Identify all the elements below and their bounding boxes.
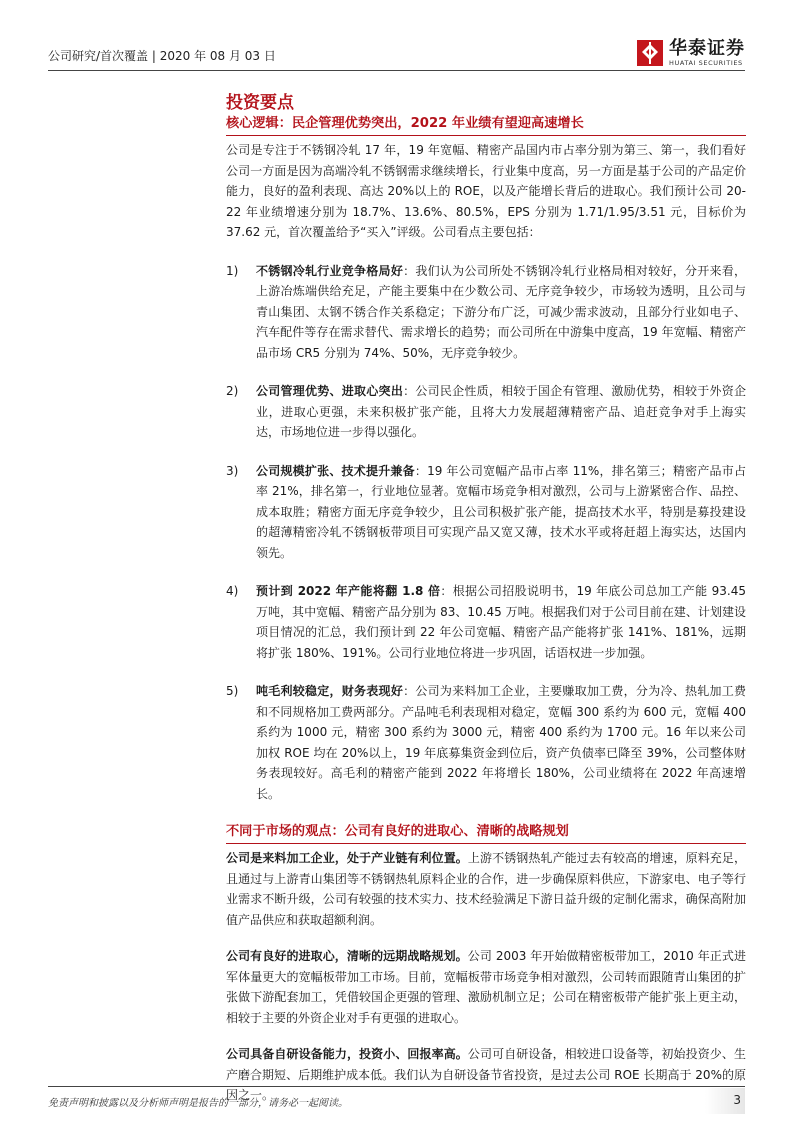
core-logic-heading: 核心逻辑：民企管理优势突出，2022 年业绩有望迎高速增长: [226, 114, 746, 136]
paragraph-text: 公司可自研设备，相较进口设备等，初始投资少、生产磨合期短、后期维护成本低。我们认为自研设备节省投资，是过去公司 ROE 长期高于 20%的原因之一。: [226, 1047, 746, 1102]
logo-english-name: HUATAI SECURITIES: [669, 58, 743, 67]
list-item-text: ：公司为来料加工企业，主要赚取加工费，分为冷、热轧加工费和不同规格加工费两部分。产品吨毛利表现相对稳定，宽幅 300 系约为 600 元，宽幅 400 系约为 1000 元，精密 300 系约为 3000 元，精密 400 系约为 1700 元。16 年以来公司加权 ROE 均在 20%以上，19 年底募集资金到位后，资产负债率已降至 39%，公司整体财务表现较好。高毛利的精密产能到 2022 年将增长 180%，公司业绩将在 2022 年高速增长。: [256, 684, 746, 801]
header-divider: [48, 70, 745, 71]
header-breadcrumb: 公司研究/首次覆盖 | 2020 年 08 月 03 日: [48, 49, 276, 63]
brand-logo: [637, 38, 745, 68]
list-item-number: 4): [226, 584, 239, 598]
logo-chinese-name: 华泰证券: [669, 37, 745, 59]
paragraph-heading: 公司有良好的进取心，清晰的远期战略规划。: [226, 949, 468, 963]
list-item-number: 3): [226, 463, 239, 478]
list-item-number: 1): [226, 263, 239, 278]
list-item-heading: 吨毛利较稳定，财务表现好: [256, 684, 404, 698]
paragraph-text: 公司 2003 年开始做精密板带加工，2010 年正式进军体量更大的宽幅板带加工市场。目前，宽幅板带市场竞争相对激烈，公司转而跟随青山集团的扩张做下游配套加工，凭借较国企更强的管理、激励机制立足；公司在精密板带产能扩张上更主动，相较于主要的外资企业对手有更强的进取心。: [226, 949, 746, 1025]
page-title: 投资要点: [226, 93, 294, 113]
list-item-text: ：19 年公司宽幅产品市占率 11%，排名第三；精密产品市占率 21%，排名第一，行业地位显著。宽幅市场竞争相对激烈，公司与上游紧密合作、品控、成本取胜；精密方面无序竞争较少，且公司积极扩张产能，提高技术水平，特别是募投建设的超薄精密冷轧不锈钢板带项目可实现产品又宽又薄，技术水平或将赶超上海实达，达国内领先。: [256, 463, 746, 560]
huatai-logo-icon: [637, 40, 663, 66]
list-item-number: 2): [226, 384, 239, 398]
list-item-text: ：我们认为公司所处不锈钢冷轧行业格局相对较好，分开来看，上游冶炼端供给充足，产能主要集中在少数公司、无序竞争较少，市场较为透明，且公司与青山集团、太钢不锈合作关系稳定；下游分布广泛，可减少需求波动，且部分行业如电子、汽车配件等存在需求替代、需求增长的趋势；而公司所在中游集中度高，19 年宽幅、精密产品市场 CR5 分别为 74%、50%，无序竞争较少。: [256, 263, 746, 360]
list-item: [226, 261, 746, 364]
list-item-text: ：公司民企性质，相较于国企有管理、激励优势，相较于外资企业，进取心更强，未来积极扩张产能，且将大力发展超薄精密产品、追赶竞争对手上海实达，市场地位进一步得以强化。: [256, 384, 746, 439]
list-item: [226, 381, 746, 443]
paragraph-heading: 公司是来料加工企业，处于产业链有利位置。: [226, 851, 468, 865]
paragraph-text: 上游不锈钢热轧产能过去有较高的增速，原料充足，且通过与上游青山集团等不锈钢热轧原料企业的合作，进一步确保原料供应，下游家电、电子等行业需求不断升级，公司有较强的技术实力、技术经验满足下游日益升级的定制化需求，确保高附加值产品供应和获取超额利润。: [226, 851, 746, 927]
list-item: [226, 461, 746, 564]
paragraph-heading: 公司具备自研设备能力，投资小、回报率高。: [226, 1047, 468, 1061]
list-item-text: ：根据公司招股说明书，19 年底公司总加工产能 93.45 万吨，其中宽幅、精密产品分别为 83、10.45 万吨。根据我们对于公司目前在建、计划建设项目情况的汇总，我们预计到 22 年公司宽幅、精密产品产能将扩张 141%、181%，远期将扩张 180%、191%。公司行业地位将进一步巩固，话语权进一步加强。: [256, 584, 746, 660]
list-item-heading: 公司规模扩张、技术提升兼备: [256, 463, 415, 478]
market-view-paragraph: [226, 848, 746, 930]
footer-divider: [48, 1086, 745, 1087]
list-item-number: 5): [226, 684, 239, 698]
list-item-heading: 预计到 2022 年产能将翻 1.8 倍: [256, 584, 441, 598]
page-number: 3: [733, 1093, 741, 1107]
market-view-paragraph: [226, 946, 746, 1028]
market-view-heading: 不同于市场的观点：公司有良好的进取心、清晰的战略规划: [226, 822, 746, 844]
footer-disclaimer: 免责声明和披露以及分析师声明是报告的一部分，请务必一起阅读。: [48, 1098, 348, 1109]
list-item: [226, 681, 746, 804]
list-item-heading: 公司管理优势、进取心突出: [256, 384, 404, 398]
market-view-section: [226, 822, 746, 1106]
page-header: [48, 38, 745, 74]
list-item: [226, 581, 746, 663]
investment-points-list: [226, 261, 746, 805]
list-item-heading: 不锈钢冷轧行业竞争格局好: [256, 263, 404, 278]
report-content: [226, 92, 746, 1122]
intro-paragraph: 公司是专注于不锈钢冷轧 17 年，19 年宽幅、精密产品国内市占率分别为第三、第一，我们看好公司一方面是因为高端冷轧不锈钢需求继续增长，行业集中度高，另一方面是基于公司的产品定价能力，良好的盈利表现、高达 20%以上的 ROE，以及产能增长背后的进取心。我们预计公司 20-22 年业绩增速分别为 18.7%、13.6%、80.5%，EPS 分别为 1.71/1.95/3.51 元，目标价为 37.62 元，首次覆盖给予“买入”评级。公司看点主要包括：: [226, 143, 746, 239]
